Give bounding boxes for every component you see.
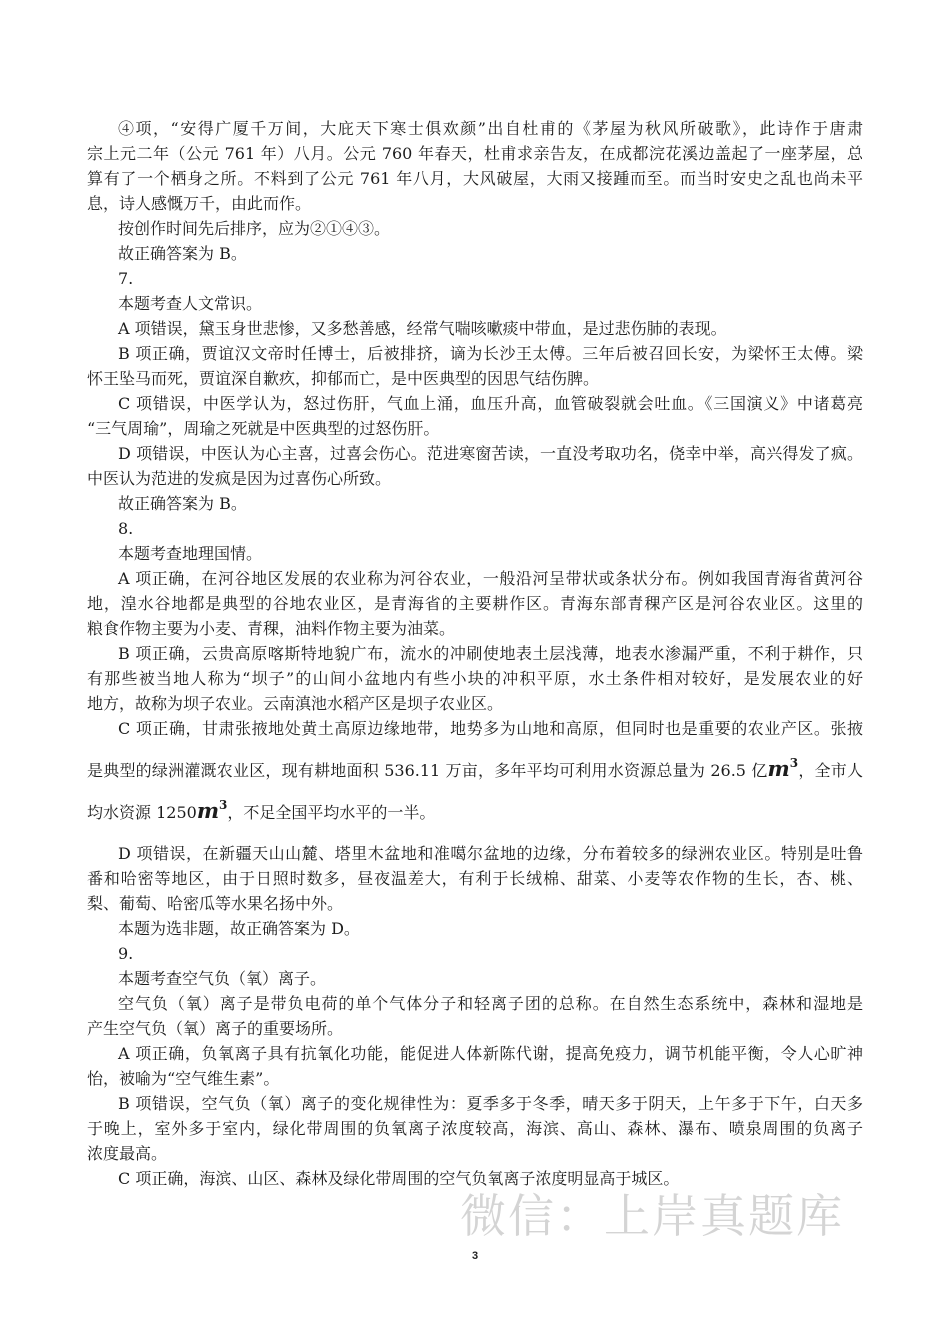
text-line: D 项错误，中医认为心主喜，过喜会伤心。范进寒窗苦读，一直没考取功名，侥幸中举，高兴得发了疯。 — [118, 444, 863, 463]
cubic-meter-unit — [767, 756, 799, 781]
q9-option-a — [87, 1041, 863, 1091]
text-segment: 均水资源 1250 — [87, 803, 197, 822]
text-line: 番和哈密等地区，由于日照时数多，昼夜温差大，有利于长绒棉、甜菜、小麦等农作物的生长，杏、桃、 — [87, 869, 863, 888]
q7-option-a — [87, 316, 863, 341]
watermark: 微信：上岸真题库 — [460, 1189, 844, 1243]
q8-topic: 本题考查地理国情。 — [118, 544, 263, 563]
text-line: ④项，“安得广厦千万间，大庇天下寒士俱欢颜”出自杜甫的《茅屋为秋风所破歌》，此诗作于唐肃 — [118, 119, 863, 138]
text-line: 中医认为范进的发疯是因为过喜伤心所致。 — [87, 469, 392, 488]
q7-number: 7. — [118, 269, 134, 288]
q8-answer: 本题为选非题，故正确答案为 D。 — [118, 919, 360, 938]
answer-explanations — [87, 116, 863, 1191]
text-segment: ，全市人 — [798, 761, 863, 780]
text-line: 怡，被喻为“空气维生素”。 — [87, 1069, 280, 1088]
q8-option-a — [87, 566, 863, 641]
text-line: 产生空气负（氧）离子的重要场所。 — [87, 1019, 344, 1038]
q9-topic: 本题考查空气负（氧）离子。 — [118, 969, 327, 988]
text-line: B 项正确，云贵高原喀斯特地貌广布，流水的冲刷使地表土层浅薄，地表水渗漏严重，不利于耕作，只 — [118, 644, 863, 663]
text-line: A 项正确，在河谷地区发展的农业称为河谷农业，一般沿河呈带状或条状分布。例如我国青海省黄河谷 — [118, 569, 863, 588]
text-line — [87, 783, 863, 825]
text-line: 算有了一个栖身之所。不料到了公元 761 年八月，大风破屋，大雨又接踵而至。而当时安史之乱也尚未平 — [87, 169, 863, 188]
q6-order: 按创作时间先后排序，应为②①④③。 — [118, 219, 391, 238]
q8-option-b — [87, 641, 863, 716]
q9-number: 9. — [118, 944, 134, 963]
text-line: B 项错误，空气负（氧）离子的变化规律性为：夏季多于冬季，晴天多于阴天，上午多于下午，白天多 — [118, 1094, 863, 1113]
text-line: 息，诗人感慨万千，由此而作。 — [87, 194, 312, 213]
text-line: C 项错误，中医学认为，怒过伤肝，气血上涌，血压升高，血管破裂就会吐血。《三国演义》中诸葛亮 — [118, 394, 863, 413]
text-line: 有那些被当地人称为“坝子”的山间小盆地内有些小块的冲积平原，水土条件相对较好，是发展农业的好 — [87, 669, 863, 688]
q9-option-b — [87, 1091, 863, 1166]
q6-item4-paragraph — [87, 116, 863, 216]
q7-topic: 本题考查人文常识。 — [118, 294, 263, 313]
unit-base: m — [196, 798, 220, 823]
text-line: 怀王坠马而死，贾谊深自歉疚，抑郁而亡，是中医典型的因思气结伤脾。 — [87, 369, 600, 388]
cubic-meter-unit — [196, 798, 228, 823]
q7-option-c — [87, 391, 863, 441]
text-line: D 项错误，在新疆天山山麓、塔里木盆地和准噶尔盆地的边缘，分布着较多的绿洲农业区。特别是吐鲁 — [118, 844, 863, 863]
text-line: 粮食作物主要为小麦、青稞，油料作物主要为油菜。 — [87, 619, 456, 638]
unit-exponent: 3 — [789, 756, 799, 770]
page-number: 3 — [471, 1250, 479, 1262]
text-line: 宗上元二年（公元 761 年）八月。公元 760 年春天，杜甫求亲告友，在成都浣花溪边盖起了一座茅屋，总 — [87, 144, 863, 163]
q8-option-c — [87, 716, 863, 825]
q6-answer: 故正确答案为 B。 — [118, 244, 247, 263]
text-line: C 项正确，海滨、山区、森林及绿化带周围的空气负氧离子浓度明显高于城区。 — [118, 1169, 680, 1188]
text-line: 于晚上，室外多于室内，绿化带周围的负氧离子浓度较高，海滨、高山、森林、瀑布、喷泉周围的负离子 — [87, 1119, 863, 1138]
text-line: 地方，故称为坝子农业。云南滇池水稻产区是坝子农业区。 — [87, 694, 504, 713]
text-line: A 项正确，负氧离子具有抗氧化功能，能促进人体新陈代谢，提高免疫力，调节机能平衡，令人心旷神 — [118, 1044, 863, 1063]
text-line: “三气周瑜”，周瑜之死就是中医典型的过怒伤肝。 — [87, 419, 440, 438]
text-line: A 项错误，黛玉身世悲惨，又多愁善感，经常气喘咳嗽痰中带血，是过悲伤肺的表现。 — [118, 319, 727, 338]
unit-base: m — [767, 756, 790, 781]
q7-option-d — [87, 441, 863, 491]
text-segment: 是典型的绿洲灌溉农业区，现有耕地面积 536.11 万亩，多年平均可利用水资源总量为 26.5 亿 — [87, 761, 768, 780]
q7-answer: 故正确答案为 B。 — [118, 494, 247, 513]
text-line: 地，湟水谷地都是典型的谷地农业区，是青海省的主要耕作区。青海东部青稞产区是河谷农业区。这里的 — [87, 594, 863, 613]
q8-option-d — [87, 841, 863, 916]
text-line: 梨、葡萄、哈密瓜等水果名扬中外。 — [87, 894, 344, 913]
q9-intro — [87, 991, 863, 1041]
text-line: 浓度最高。 — [87, 1144, 168, 1163]
q7-option-b — [87, 341, 863, 391]
text-line: C 项正确，甘肃张掖地处黄土高原边缘地带，地势多为山地和高原，但同时也是重要的农业产区。张掖 — [118, 719, 863, 738]
text-line — [87, 741, 863, 783]
q8-number: 8. — [118, 519, 134, 538]
text-segment: ，不足全国平均水平的一半。 — [227, 803, 436, 822]
unit-exponent: 3 — [219, 798, 228, 812]
text-line: B 项正确，贾谊汉文帝时任博士，后被排挤，谪为长沙王太傅。三年后被召回长安，为梁怀王太傅。梁 — [118, 344, 863, 363]
text-line: 空气负（氧）离子是带负电荷的单个气体分子和轻离子团的总称。在自然生态系统中，森林和湿地是 — [118, 994, 863, 1013]
